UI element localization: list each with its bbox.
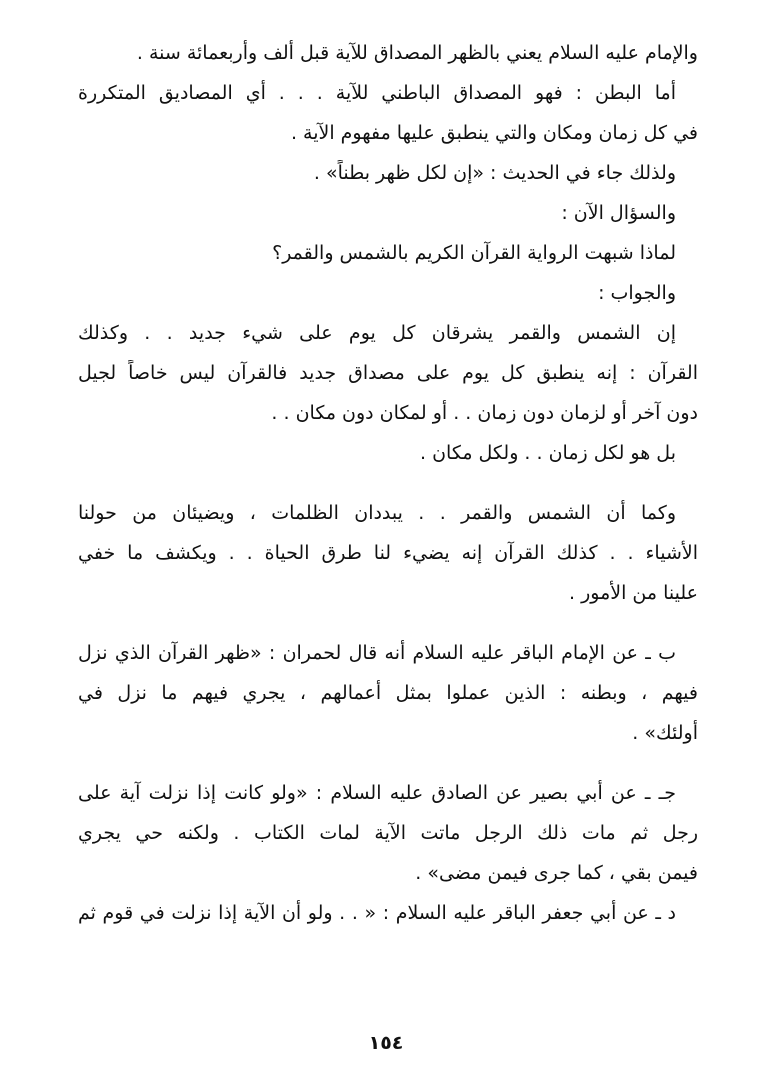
text-line: دون آخر أو لزمان دون زمان . . أو لمكان دون مكان . . bbox=[271, 402, 698, 424]
text-line: أولئك» . bbox=[632, 722, 698, 744]
page-body bbox=[78, 40, 698, 940]
text-line: أما البطن : فهو المصداق الباطني للآية . . . أي المصاديق المتكررة bbox=[78, 82, 676, 104]
text-line: القرآن : إنه ينطبق كل يوم على مصداق جديد فالقرآن ليس خاصاً لجيل bbox=[78, 362, 698, 384]
text-line: فيهم ، وبطنه : الذين عملوا بمثل أعمالهم ، يجري فيهم ما نزل في bbox=[78, 682, 698, 704]
text-line: والإمام عليه السلام يعني بالظهر المصداق للآية قبل ألف وأربعمائة سنة . bbox=[136, 42, 698, 64]
text-line: فيمن بقي ، كما جرى فيمن مضى» . bbox=[415, 862, 698, 884]
text-line: علينا من الأمور . bbox=[569, 582, 698, 604]
text-line: والجواب : bbox=[598, 282, 676, 304]
text-line: في كل زمان ومكان والتي ينطبق عليها مفهوم الآية . bbox=[290, 122, 698, 144]
text-line: ب ـ عن الإمام الباقر عليه السلام أنه قال لحمران : «ظهر القرآن الذي نزل bbox=[78, 642, 676, 664]
paragraph-gap bbox=[78, 760, 698, 780]
text-line: وكما أن الشمس والقمر . . يبددان الظلمات ، ويضيئان من حولنا bbox=[78, 502, 676, 524]
text-line: الأشياء . . كذلك القرآن إنه يضيء لنا طرق الحياة . . ويكشف ما خفي bbox=[78, 542, 698, 564]
text-line: بل هو لكل زمان . . ولكل مكان . bbox=[420, 442, 676, 464]
paragraph-gap bbox=[78, 620, 698, 640]
text-line: والسؤال الآن : bbox=[561, 202, 676, 224]
text-line: لماذا شبهت الرواية القرآن الكريم بالشمس والقمر؟ bbox=[272, 242, 676, 264]
text-line: رجل ثم مات ذلك الرجل ماتت الآية لمات الكتاب . ولكنه حي يجري bbox=[78, 822, 698, 844]
text-line: د ـ عن أبي جعفر الباقر عليه السلام : « . . ولو أن الآية إذا نزلت في قوم ثم bbox=[78, 902, 676, 924]
page-number: ١٥٤ bbox=[368, 1032, 404, 1054]
text-line: ولذلك جاء في الحديث : «إن لكل ظهر بطناً» . bbox=[313, 162, 676, 184]
paragraph-gap bbox=[78, 480, 698, 500]
text-line: جـ ـ عن أبي بصير عن الصادق عليه السلام : «ولو كانت إذا نزلت آية على bbox=[78, 782, 676, 804]
text-line: إن الشمس والقمر يشرقان كل يوم على شيء جديد . . وكذلك bbox=[78, 322, 676, 344]
